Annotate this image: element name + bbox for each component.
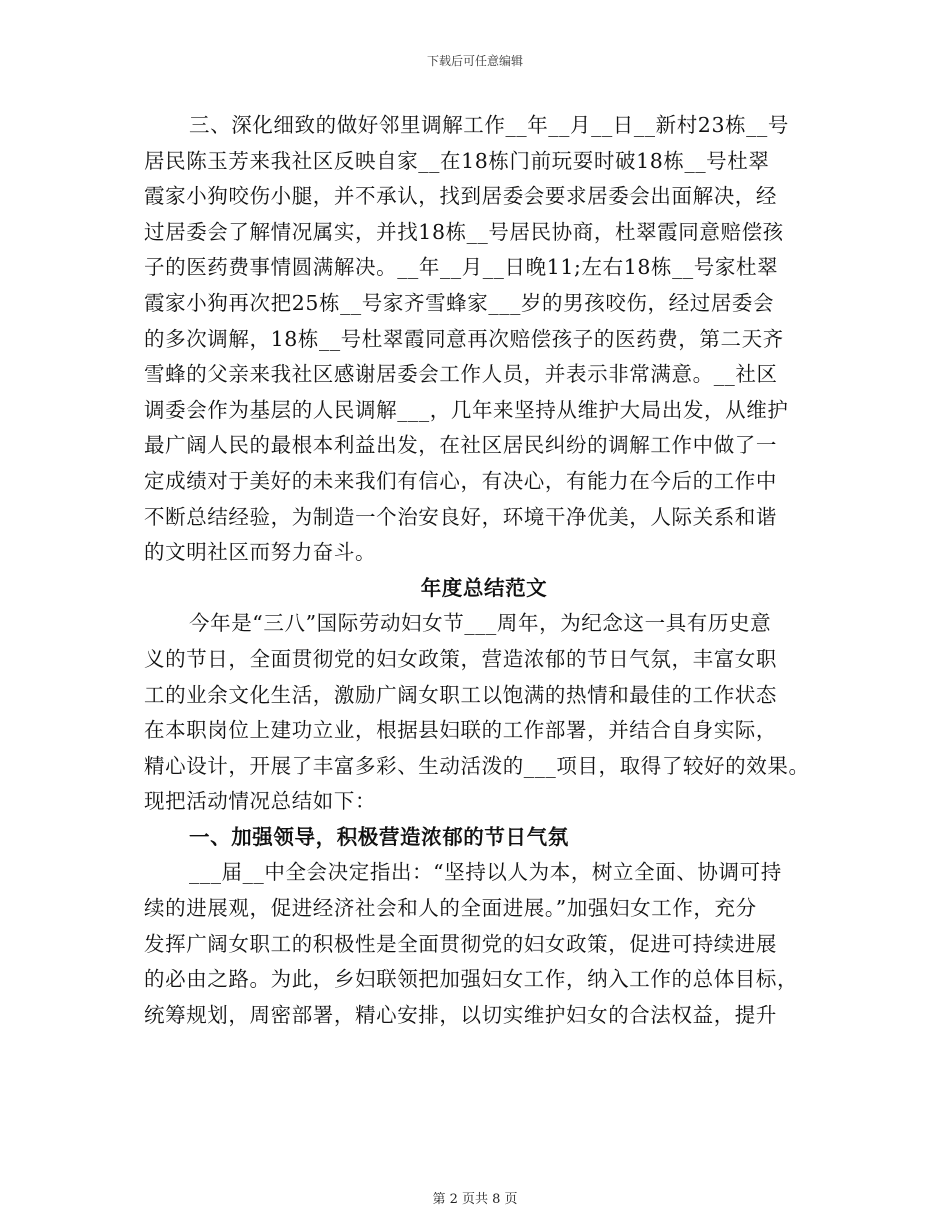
section-heading-1: 一、加强领导，积极营造浓郁的节日气氛 [189,824,569,849]
intro-line-6: 现把活动情况总结如下： [144,789,377,814]
section3-line-12: 不断总结经验，为制造一个治安良好，环境干净优美，人际关系和谐 [144,504,777,529]
section3-line-1: 三、深化细致的做好邻里调解工作__年__月__日__新村23栋__号 [189,113,789,137]
section3-line-9: 调委会作为基层的人民调解___，几年来坚持从维护大局出发，从维护 [144,397,789,422]
section3-line-11: 定成绩对于美好的未来我们有信心，有决心，有能力在今后的工作中 [144,468,777,493]
section3-line-3: 霞家小狗咬伤小腿，并不承认，找到居委会要求居委会出面解决，经 [144,184,777,209]
intro-line-2: 义的节日，全面贯彻党的妇女政策，营造浓郁的节日气氛，丰富女职 [144,646,777,671]
para1-line-3: 发挥广阔女职工的积极性是全面贯彻党的妇女政策，促进可持续进展 [144,931,777,956]
section3-line-7: 的多次调解，18栋__号杜翠霞同意再次赔偿孩子的医药费，第二天齐 [144,326,784,351]
intro-line-1: 今年是“三八”国际劳动妇女节___周年，为纪念这一具有历史意 [189,611,772,636]
section3-line-13: 的文明社区而努力奋斗。 [144,540,377,565]
intro-line-4: 在本职岗位上建功立业，根据县妇联的工作部署，并结合自身实际， [144,718,777,743]
section3-line-2: 居民陈玉芳来我社区反映自家__在18栋门前玩耍时破18栋__号杜翠 [144,148,770,173]
document-body [144,108,824,1033]
section3-line-8: 雪蜂的父亲来我社区感谢居委会工作人员，并表示非常满意。__社区 [144,362,778,387]
para1-line-1: ___届__中全会决定指出：“坚持以人为本，树立全面、协调可持 [189,860,782,885]
intro-line-3: 工的业余文化生活，激励广阔女职工以饱满的热情和最佳的工作状态 [144,682,777,707]
section3-line-10: 最广阔人民的最根本利益出发，在社区居民纠纷的调解工作中做了一 [144,433,777,458]
section3-line-4: 过居委会了解情况属实，并找18栋__号居民协商，杜翠霞同意赔偿孩 [144,219,784,244]
section3-line-5: 子的医药费事情圆满解决。__年__月__日晚11;左右18栋__号家杜翠 [144,255,779,280]
para1-line-2: 续的进展观，促进经济社会和人的全面进展。”加强妇女工作，充分 [144,896,757,921]
section3-line-6: 霞家小狗再次把25栋__号家齐雪蜂家___岁的男孩咬伤，经过居委会 [144,290,775,315]
page-header: 下载后可任意编辑 [426,54,523,68]
para1-line-5: 统筹规划，周密部署，精心安排，以切实维护妇女的合法权益，提升 [144,1002,777,1027]
article-title: 年度总结范文 [420,575,548,600]
intro-line-5: 精心设计，开展了丰富多彩、生动活泼的___项目，取得了较好的效果。 [144,753,810,778]
para1-line-4: 的必由之路。为此，乡妇联领把加强妇女工作，纳入工作的总体目标， [144,967,799,992]
page-footer: 第 2 页共 8 页 [432,1192,518,1207]
